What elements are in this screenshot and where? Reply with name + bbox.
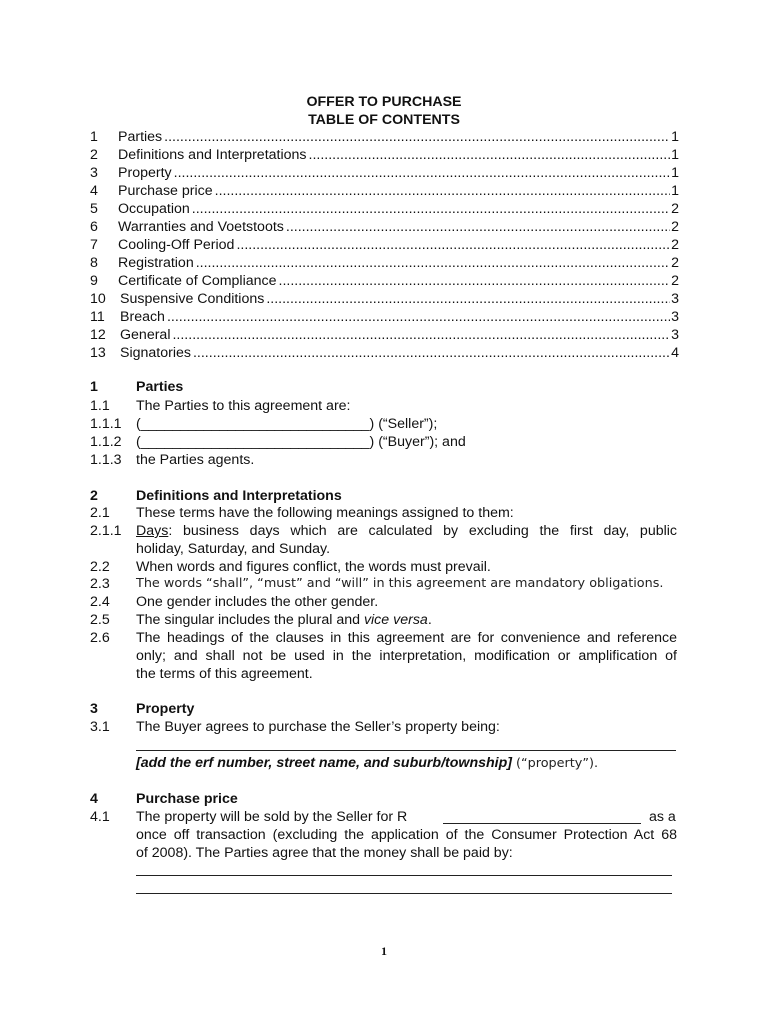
toc-dot-leader xyxy=(215,182,670,200)
toc-dot-leader xyxy=(192,200,670,218)
toc-entry-page: 1 xyxy=(671,183,679,199)
clause-2-1: 2.1 These terms have the following meanings assigned to them: xyxy=(90,505,514,521)
toc-entry-title: Breach xyxy=(120,309,165,325)
toc-entry-number: 3 xyxy=(90,165,98,181)
toc-entry-number: 4 xyxy=(90,183,98,199)
clause-2-1-1-line1: Days: business days which are calculated by excluding the first day, public xyxy=(136,523,677,539)
payment-blank-line-1 xyxy=(136,875,672,876)
toc-entry xyxy=(90,218,679,236)
toc-entry-page: 2 xyxy=(671,255,679,271)
clause-2-6-number: 2.6 xyxy=(90,630,110,646)
clause-2-4: 2.4 One gender includes the other gender. xyxy=(90,594,379,610)
section-2-heading: 2 Definitions and Interpretations xyxy=(90,488,342,504)
toc-entry-title: Certificate of Compliance xyxy=(118,273,277,289)
toc-entry-page: 3 xyxy=(671,327,679,343)
toc-dot-leader xyxy=(193,344,670,362)
defined-term-days: Days xyxy=(136,523,169,539)
clause-1-1-2: 1.1.2 (_____________________________) (“Buyer”); and xyxy=(90,434,466,450)
toc-entry-title: Warranties and Voetstoots xyxy=(118,219,284,235)
toc-entry-title: Occupation xyxy=(118,201,190,217)
toc-entry-page: 2 xyxy=(671,219,679,235)
toc-entry-number: 10 xyxy=(90,291,106,307)
toc-entry-number: 11 xyxy=(90,309,105,325)
toc-entry xyxy=(90,182,679,200)
toc-dot-leader xyxy=(196,254,670,272)
toc-heading: TABLE OF CONTENTS xyxy=(308,112,460,128)
toc-dot-leader xyxy=(174,164,670,182)
toc-entry-page: 1 xyxy=(671,147,679,163)
toc-entry xyxy=(90,326,679,344)
toc-entry xyxy=(90,236,679,254)
clause-2-6-line1: The headings of the clauses in this agreement are for convenience and reference xyxy=(136,630,677,646)
toc-entry-title: Registration xyxy=(118,255,194,271)
clause-1-1: 1.1 The Parties to this agreement are: xyxy=(90,398,351,414)
toc-entry-title: General xyxy=(120,327,171,343)
clause-1-1-3: 1.1.3 the Parties agents. xyxy=(90,452,255,468)
toc-entry-title: Property xyxy=(118,165,172,181)
toc-entry-page: 2 xyxy=(671,201,679,217)
toc-entry-title: Definitions and Interpretations xyxy=(118,147,307,163)
clause-4-1-number: 4.1 xyxy=(90,809,110,825)
toc-dot-leader xyxy=(172,326,670,344)
clause-2-5: 2.5 The singular includes the plural and vice versa. xyxy=(90,612,432,628)
toc-entry-number: 12 xyxy=(90,327,106,343)
property-instruction: [add the erf number, street name, and suburb/township] (“property”). xyxy=(136,755,599,771)
toc-entry-number: 8 xyxy=(90,255,98,271)
toc-entry xyxy=(90,344,679,362)
clause-2-6-line3: the terms of this agreement. xyxy=(136,666,313,682)
toc-entry-page: 4 xyxy=(671,345,679,361)
toc-entry-title: Purchase price xyxy=(118,183,213,199)
clause-3-1: 3.1 The Buyer agrees to purchase the Seller’s property being: xyxy=(90,719,500,735)
toc-entry-page: 3 xyxy=(671,291,679,307)
toc-entry-number: 6 xyxy=(90,219,98,235)
toc-entry-page: 2 xyxy=(671,237,679,253)
toc-entry xyxy=(90,254,679,272)
toc-entry-title: Cooling-Off Period xyxy=(118,237,235,253)
section-3-heading: 3 Property xyxy=(90,701,195,717)
toc-entry-number: 9 xyxy=(90,273,98,289)
toc-dot-leader xyxy=(167,308,670,326)
toc-dot-leader xyxy=(236,236,670,254)
section-4-heading: 4 Purchase price xyxy=(90,791,238,807)
toc-dot-leader xyxy=(309,146,671,164)
toc-entry xyxy=(90,290,679,308)
toc-entry-page: 3 xyxy=(671,309,679,325)
toc-entry-page: 2 xyxy=(671,273,679,289)
clause-2-2: 2.2 When words and figures conflict, the words must prevail. xyxy=(90,559,491,575)
toc-entry xyxy=(90,164,679,182)
toc-entry-number: 5 xyxy=(90,201,98,217)
toc-entry-number: 2 xyxy=(90,147,98,163)
payment-blank-line-2 xyxy=(136,893,672,894)
clause-4-1-line2: once off transaction (excluding the application of the Consumer Protection Act 68 xyxy=(136,827,677,843)
toc-entry xyxy=(90,200,679,218)
toc-entry xyxy=(90,146,679,164)
toc-dot-leader xyxy=(266,290,670,308)
clause-2-3: 2.3 The words “shall”, “must” and “will” in this agreement are mandatory obligations. xyxy=(90,576,664,592)
toc-entry-number: 13 xyxy=(90,345,106,361)
clause-4-1-line1-end: as a xyxy=(649,809,676,825)
toc-entry-title: Parties xyxy=(118,129,163,145)
purchase-price-blank xyxy=(443,823,641,824)
toc-entry-page: 1 xyxy=(671,129,679,145)
toc-entry-title: Suspensive Conditions xyxy=(120,291,265,307)
toc-entry-page: 1 xyxy=(671,165,679,181)
toc-entry-title: Signatories xyxy=(120,345,191,361)
toc-dot-leader xyxy=(286,218,670,236)
clause-2-1-1-line2: holiday, Saturday, and Sunday. xyxy=(136,541,331,557)
clause-2-1-1-number: 2.1.1 xyxy=(90,523,122,539)
property-blank-line xyxy=(136,750,676,751)
toc-dot-leader xyxy=(164,128,670,146)
section-1-heading: 1 Parties xyxy=(90,379,184,395)
toc-entry xyxy=(90,272,679,290)
clause-2-6-line2: only; and shall not be used in the interpretation, modification or amplification of xyxy=(136,648,677,664)
toc-entry xyxy=(90,128,679,146)
toc-dot-leader xyxy=(279,272,671,290)
toc-entry-number: 7 xyxy=(90,237,98,253)
toc-entry xyxy=(90,308,679,326)
document-title: OFFER TO PURCHASE xyxy=(306,94,462,110)
clause-4-1-line3: of 2008). The Parties agree that the money shall be paid by: xyxy=(136,845,513,861)
toc-entry-number: 1 xyxy=(90,129,98,145)
clause-1-1-1: 1.1.1 (_____________________________) (“Seller”); xyxy=(90,416,438,432)
clause-4-1-line1-start: The property will be sold by the Seller for R xyxy=(136,809,408,825)
page-number: 1 xyxy=(381,944,387,958)
